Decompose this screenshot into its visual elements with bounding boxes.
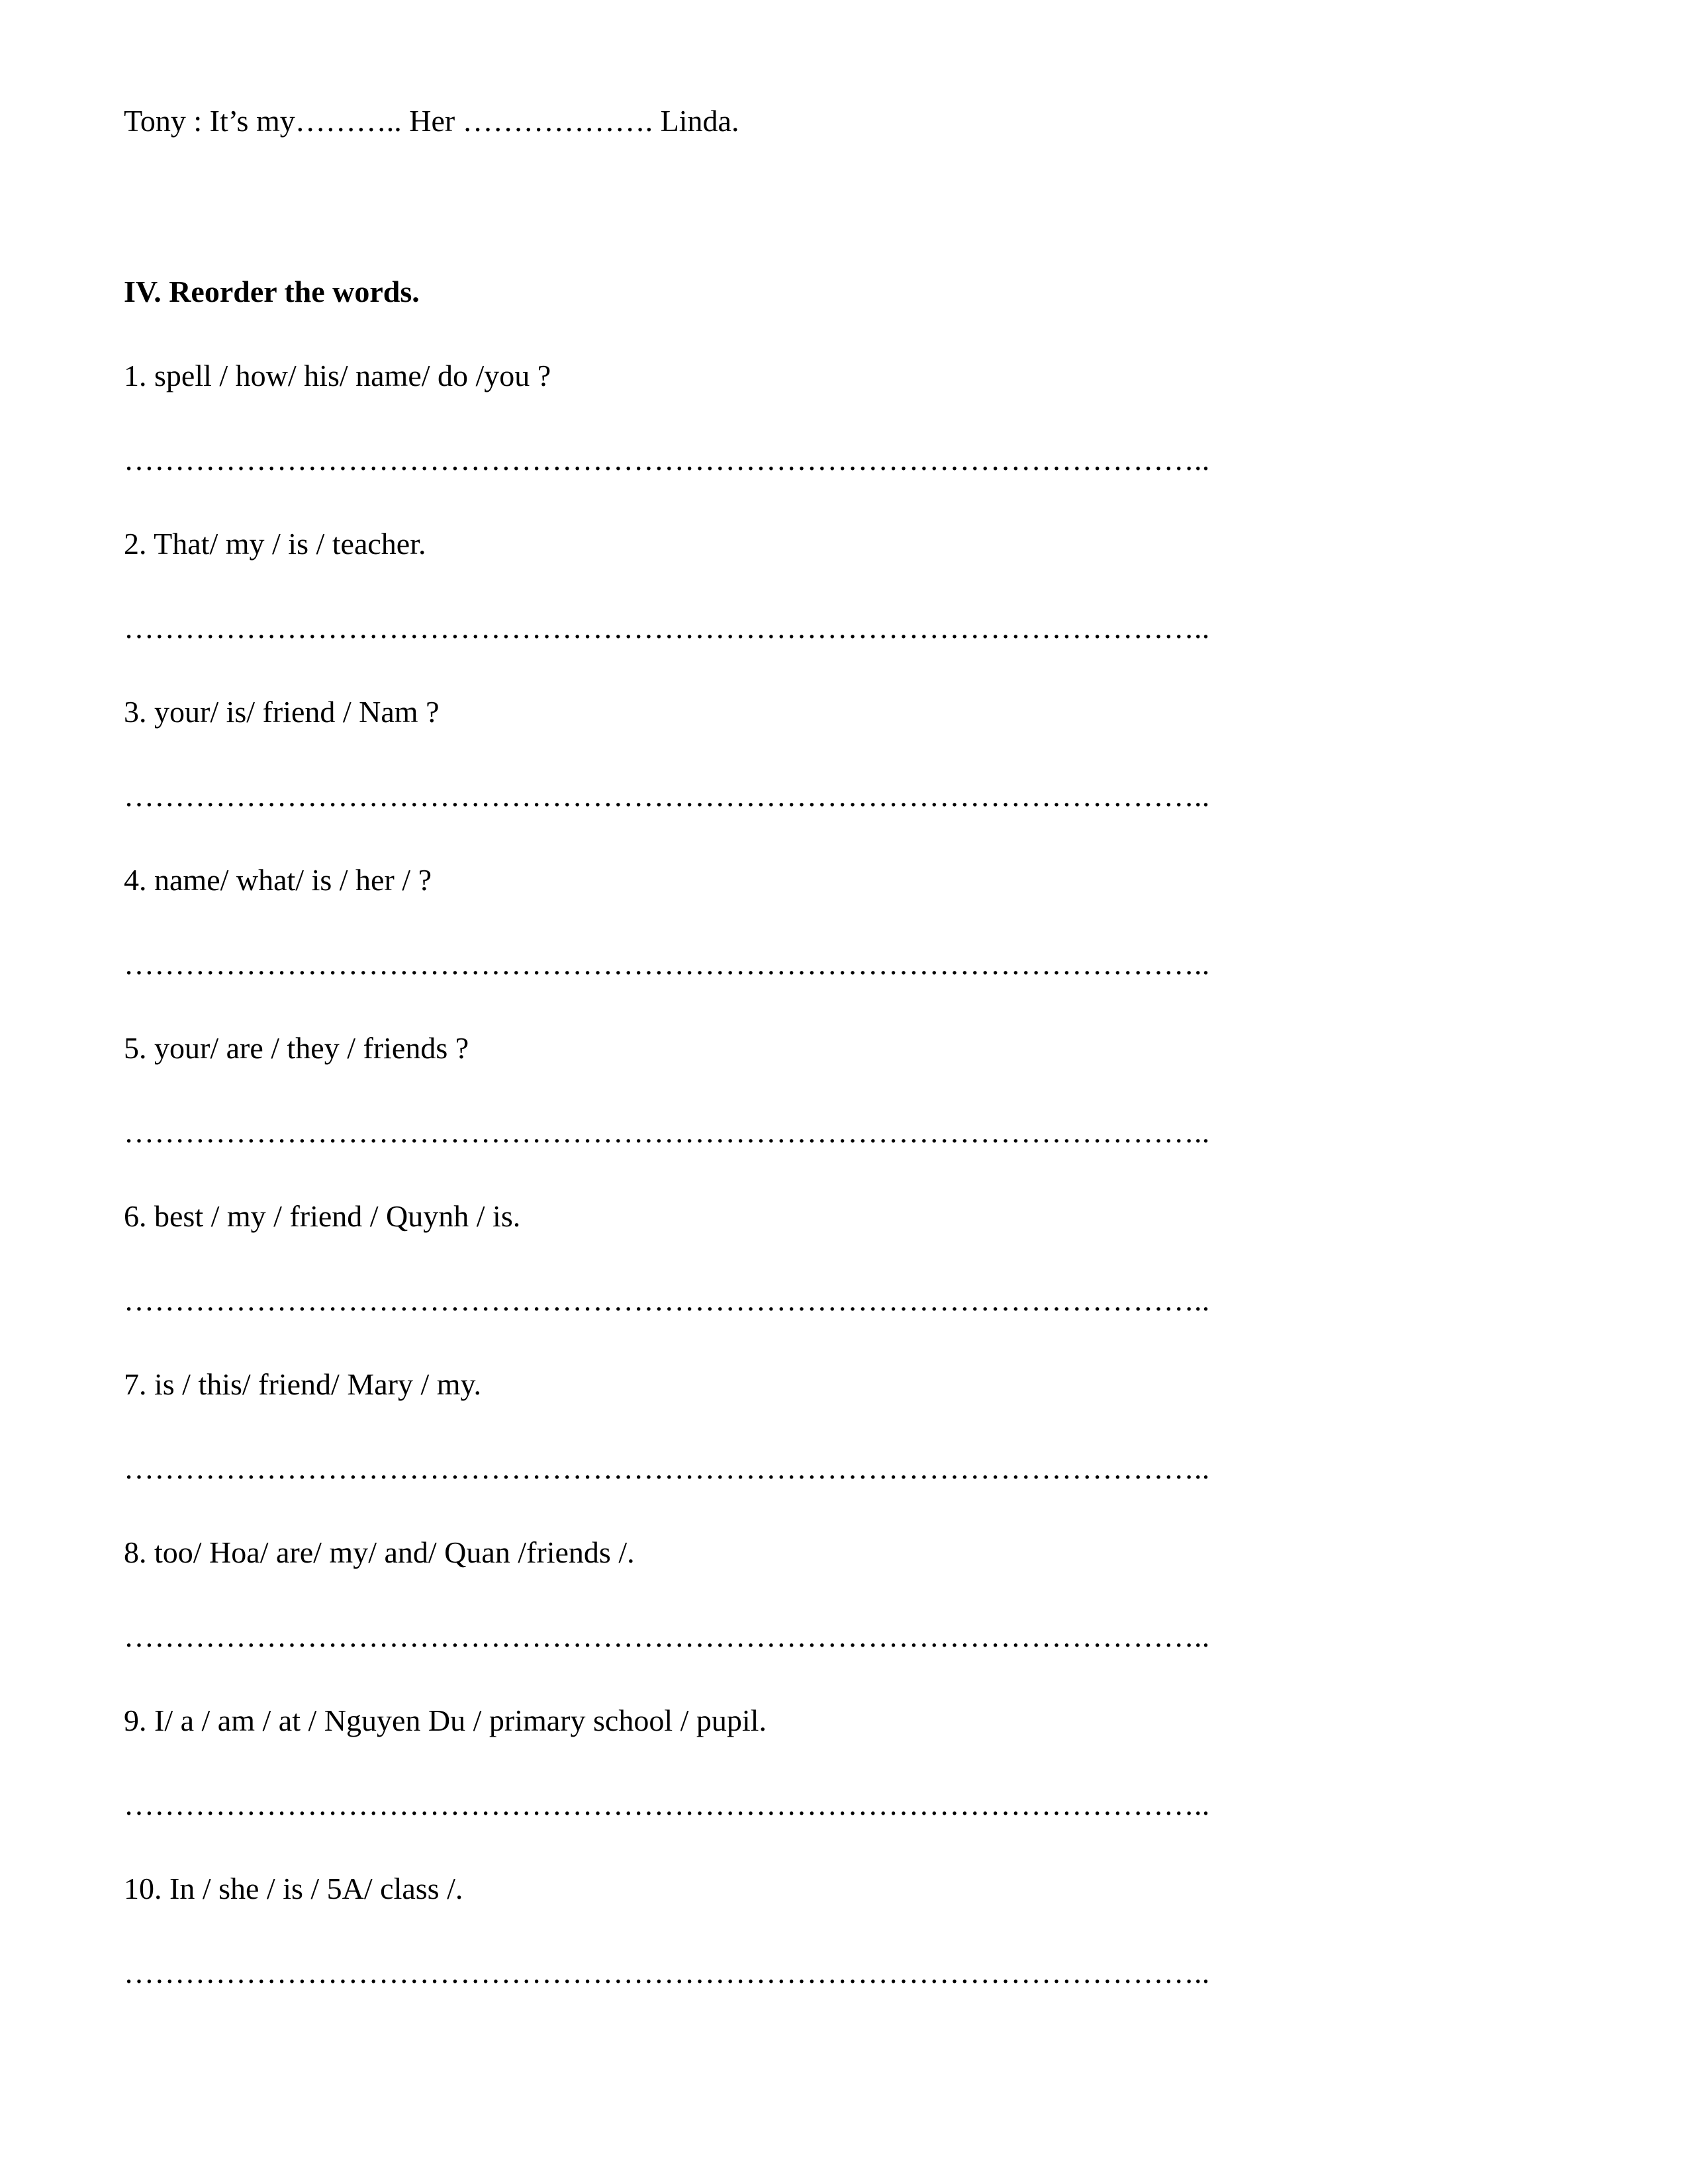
item-prompt-6: 6. best / my / friend / Quynh / is. xyxy=(124,1199,521,1233)
answer-line-9: …………………………………………………………………………………………….. xyxy=(124,1788,1210,1821)
section-heading: IV. Reorder the words. xyxy=(124,275,420,308)
item-prompt-9: 9. I/ a / am / at / Nguyen Du / primary school / pupil. xyxy=(124,1704,767,1737)
item-prompt-2: 2. That/ my / is / teacher. xyxy=(124,527,426,561)
answer-line-8: …………………………………………………………………………………………….. xyxy=(124,1619,1210,1653)
answer-line-3: …………………………………………………………………………………………….. xyxy=(124,779,1210,813)
item-prompt-1: 1. spell / how/ his/ name/ do /you ? xyxy=(124,359,551,392)
item-prompt-4: 4. name/ what/ is / her / ? xyxy=(124,863,432,897)
answer-line-7: …………………………………………………………………………………………….. xyxy=(124,1451,1210,1485)
answer-line-4: …………………………………………………………………………………………….. xyxy=(124,947,1210,981)
answer-line-6: …………………………………………………………………………………………….. xyxy=(124,1283,1210,1317)
item-prompt-3: 3. your/ is/ friend / Nam ? xyxy=(124,695,440,729)
answer-line-5: …………………………………………………………………………………………….. xyxy=(124,1115,1210,1149)
answer-line-1: …………………………………………………………………………………………….. xyxy=(124,443,1210,477)
answer-line-2: …………………………………………………………………………………………….. xyxy=(124,611,1210,645)
dialogue-line: Tony : It’s my……….. Her ………………. Linda. xyxy=(124,104,739,138)
item-prompt-5: 5. your/ are / they / friends ? xyxy=(124,1031,469,1065)
item-prompt-7: 7. is / this/ friend/ Mary / my. xyxy=(124,1367,482,1401)
answer-line-10: …………………………………………………………………………………………….. xyxy=(124,1956,1210,1989)
item-prompt-8: 8. too/ Hoa/ are/ my/ and/ Quan /friends /. xyxy=(124,1535,635,1569)
item-prompt-10: 10. In / she / is / 5A/ class /. xyxy=(124,1872,463,1905)
